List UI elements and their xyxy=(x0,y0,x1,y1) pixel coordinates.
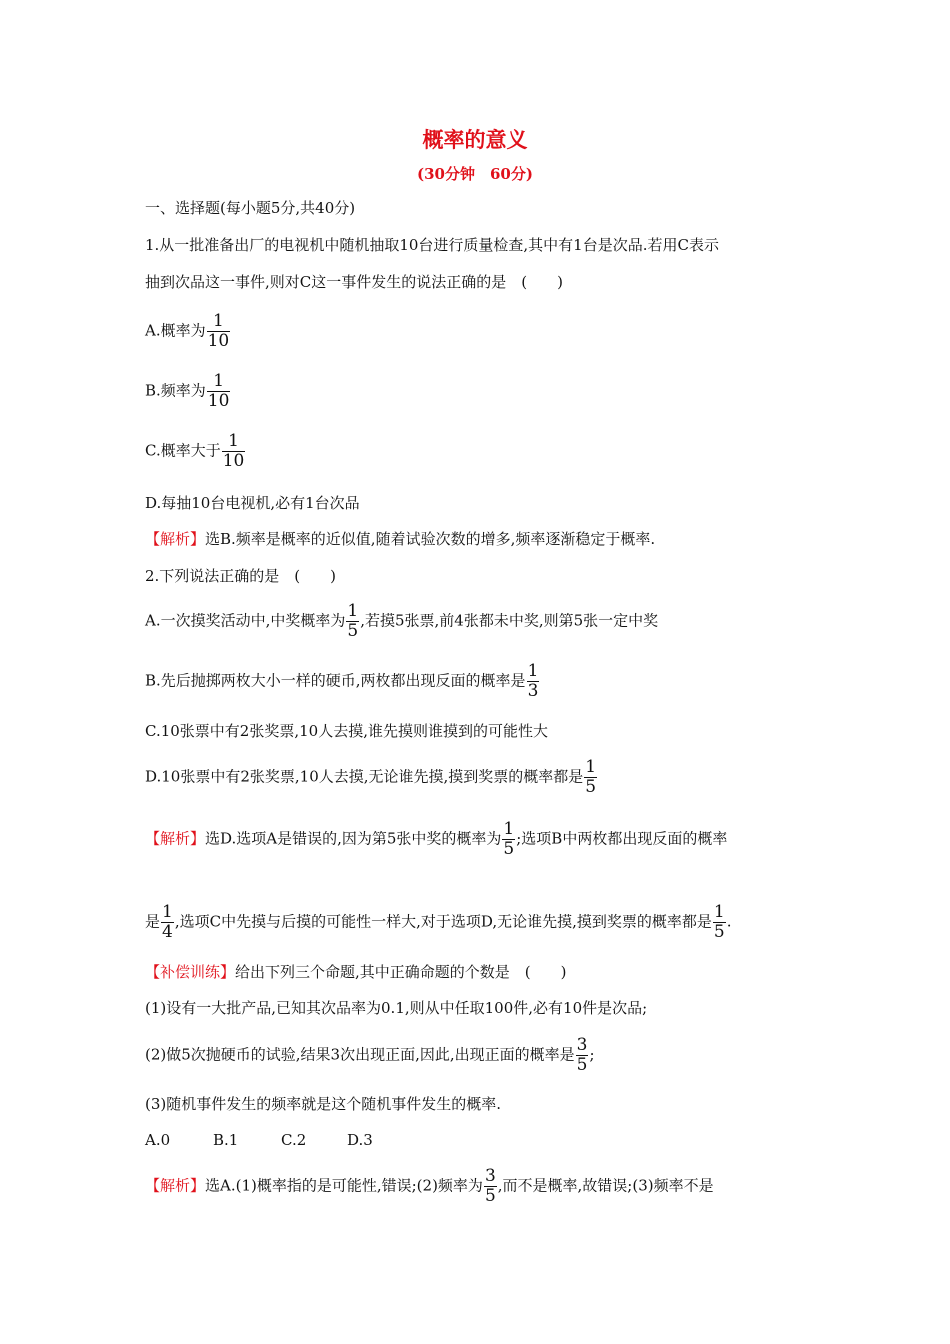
analysis-text: 选D.选项A是错误的,因为第5张中奖的概率为 xyxy=(205,829,502,848)
supplement-options xyxy=(145,1130,373,1150)
fraction-denominator: 5 xyxy=(503,839,515,859)
fraction-numerator: 1 xyxy=(207,312,231,332)
fraction xyxy=(484,1167,497,1206)
fraction-denominator: 3 xyxy=(527,681,539,701)
fraction-denominator: 5 xyxy=(484,1186,496,1206)
analysis-text: . xyxy=(726,912,732,931)
option-d: D.3 xyxy=(347,1131,373,1149)
supplement-stem: 给出下列三个命题,其中正确命题的个数是 ( ) xyxy=(235,963,567,981)
fraction xyxy=(713,903,726,942)
page-subtitle: (30分钟 60分) xyxy=(417,165,533,183)
fraction xyxy=(346,602,359,641)
option-text: A.概率为 xyxy=(145,321,206,340)
fraction xyxy=(207,372,231,411)
q1-option-c xyxy=(145,432,246,471)
fraction-numerator: 1 xyxy=(162,902,173,922)
fraction xyxy=(222,432,246,471)
option-text: B.频率为 xyxy=(145,381,206,400)
supplement-heading xyxy=(145,962,567,982)
q1-stem-line2: 抽到次品这一事件,则对C这一事件发生的说法正确的是 ( ) xyxy=(145,273,563,291)
supplement-analysis xyxy=(145,1167,714,1206)
fraction-numerator: 1 xyxy=(347,601,359,621)
fraction-denominator: 10 xyxy=(207,391,230,411)
analysis-text: 选A.(1)概率指的是可能性,错误;(2)频率为 xyxy=(205,1176,483,1195)
fraction-numerator: 1 xyxy=(527,661,539,681)
fraction xyxy=(584,758,597,797)
analysis-tag: 【解析】 xyxy=(145,829,206,848)
fraction-numerator: 1 xyxy=(503,819,515,839)
supplement-item-3: (3)随机事件发生的频率就是这个随机事件发生的概率. xyxy=(145,1095,502,1113)
fraction-numerator: 3 xyxy=(576,1035,588,1055)
fraction-denominator: 5 xyxy=(713,922,725,942)
analysis-tag: 【解析】 xyxy=(145,1176,206,1195)
fraction xyxy=(576,1036,589,1075)
option-c: C.2 xyxy=(281,1131,307,1149)
q2-analysis-line1 xyxy=(145,820,727,859)
q1-option-a xyxy=(145,312,231,351)
supplement-tag: 【补偿训练】 xyxy=(145,963,236,981)
option-text: A.一次摸奖活动中,中奖概率为 xyxy=(145,611,346,630)
q2-option-d xyxy=(145,758,598,797)
q1-analysis xyxy=(145,529,655,549)
q2-option-b xyxy=(145,662,540,701)
fraction-numerator: 1 xyxy=(585,757,597,777)
supplement-item-2 xyxy=(145,1036,595,1075)
fraction-denominator: 4 xyxy=(162,922,173,942)
fraction-denominator: 5 xyxy=(576,1055,588,1075)
q2-option-a xyxy=(145,602,658,641)
fraction-numerator: 1 xyxy=(713,902,725,922)
fraction-denominator: 10 xyxy=(222,451,245,471)
item-text: ; xyxy=(589,1045,595,1064)
fraction-numerator: 1 xyxy=(207,372,231,392)
option-a: A.0 xyxy=(145,1131,171,1149)
page-title: 概率的意义 xyxy=(422,127,528,152)
fraction-numerator: 3 xyxy=(484,1166,496,1186)
option-b: B.1 xyxy=(213,1131,239,1149)
analysis-text: 选B.频率是概率的近似值,随着试验次数的增多,频率逐渐稳定于概率. xyxy=(205,530,656,548)
q2-option-c: C.10张票中有2张奖票,10人去摸,谁先摸则谁摸到的可能性大 xyxy=(145,722,548,740)
fraction xyxy=(161,903,174,942)
supplement-item-1: (1)设有一大批产品,已知其次品率为0.1,则从中任取100件,必有10件是次品; xyxy=(145,999,648,1017)
analysis-text: ;选项B中两枚都出现反面的概率 xyxy=(516,829,728,848)
analysis-text: 是 xyxy=(145,912,161,931)
fraction xyxy=(527,662,540,701)
q2-stem: 2.下列说法正确的是 ( ) xyxy=(145,567,337,585)
section-heading: 一、选择题(每小题5分,共40分) xyxy=(145,199,356,217)
option-text: D.10张票中有2张奖票,10人去摸,无论谁先摸,摸到奖票的概率都是 xyxy=(145,767,584,786)
fraction xyxy=(207,312,231,351)
option-text: C.概率大于 xyxy=(145,441,221,460)
fraction xyxy=(502,820,515,859)
q1-option-d: D.每抽10台电视机,必有1台次品 xyxy=(145,494,360,512)
option-text: B.先后抛掷两枚大小一样的硬币,两枚都出现反面的概率是 xyxy=(145,671,526,690)
option-text: ,若摸5张票,前4张都未中奖,则第5张一定中奖 xyxy=(360,611,659,630)
analysis-tag: 【解析】 xyxy=(145,530,206,548)
q2-analysis-line2 xyxy=(145,903,732,942)
analysis-text: ,选项C中先摸与后摸的可能性一样大,对于选项D,无论谁先摸,摸到奖票的概率都是 xyxy=(174,912,712,931)
analysis-text: ,而不是概率,故错误;(3)频率不是 xyxy=(497,1176,714,1195)
fraction-denominator: 10 xyxy=(207,331,230,351)
q1-option-b xyxy=(145,372,231,411)
q1-stem-line1: 1.从一批准备出厂的电视机中随机抽取10台进行质量检查,其中有1台是次品.若用C表示 xyxy=(145,236,719,254)
fraction-denominator: 5 xyxy=(347,621,359,641)
fraction-numerator: 1 xyxy=(222,432,246,452)
fraction-denominator: 5 xyxy=(585,777,597,797)
item-text: (2)做5次抛硬币的试验,结果3次出现正面,因此,出现正面的概率是 xyxy=(145,1045,575,1064)
